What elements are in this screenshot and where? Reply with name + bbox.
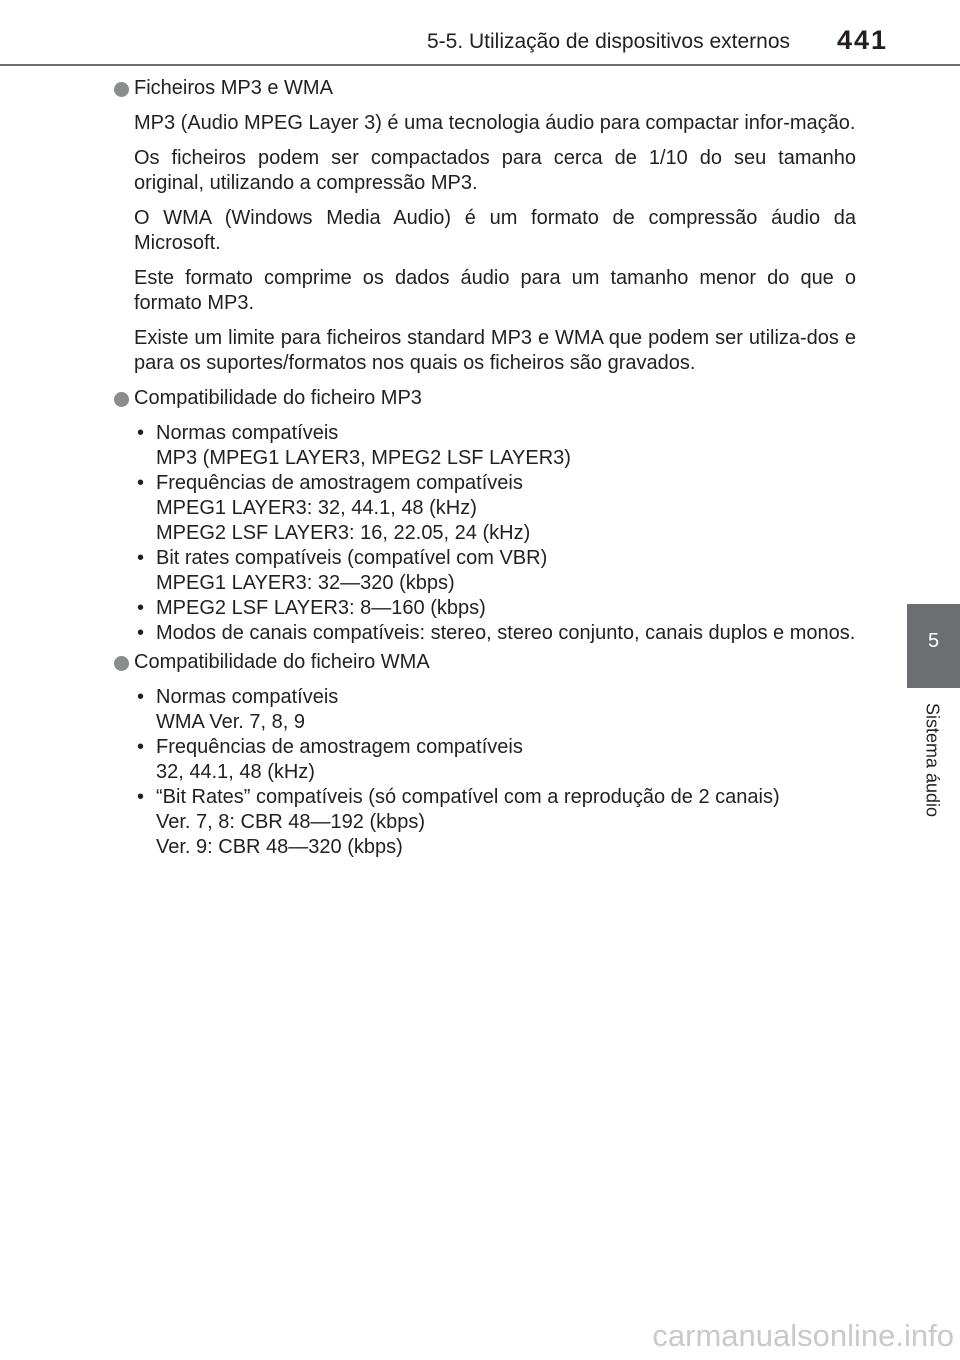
paragraph: Este formato comprime os dados áudio para um tamanho menor do que o formato MP3. <box>134 267 856 314</box>
list-item-detail: MPEG1 LAYER3: 32, 44.1, 48 (kHz) <box>156 497 477 519</box>
bullet-circle-icon <box>114 82 129 97</box>
list-item <box>134 421 856 471</box>
list-item-title: MPEG2 LSF LAYER3: 8—160 (kbps) <box>156 597 486 619</box>
list-item-detail: MPEG2 LSF LAYER3: 16, 22.05, 24 (kHz) <box>156 522 531 544</box>
paragraph: O WMA (Windows Media Audio) é um formato de compressão áudio da Microsoft. <box>134 207 856 254</box>
list-item <box>134 785 856 860</box>
chapter-tab <box>907 604 960 688</box>
list-bullet: • <box>137 472 145 494</box>
section-heading-text: Compatibilidade do ficheiro MP3 <box>134 387 422 409</box>
list-item-title: “Bit Rates” compatíveis (só compatível com a reprodução de 2 canais) <box>156 786 780 808</box>
list-bullet: • <box>137 622 145 644</box>
list-item-detail: Ver. 7, 8: CBR 48—192 (kbps) <box>156 811 426 833</box>
bullet-circle-icon <box>114 392 129 407</box>
list-item-title: Bit rates compatíveis (compatível com VBR) <box>156 547 548 569</box>
list-bullet: • <box>137 686 145 708</box>
list-item <box>134 621 856 646</box>
site-watermark: carmanualsonline.info <box>652 1318 954 1353</box>
header-divider <box>0 64 960 66</box>
list-item-title: Normas compatíveis <box>156 686 339 708</box>
list-item <box>134 735 856 785</box>
list-bullet: • <box>137 786 145 808</box>
paragraph: Existe um limite para ficheiros standard MP3 e WMA que podem ser utiliza-dos e para os suportes/formatos nos quais os ficheiros são gravados. <box>134 327 856 374</box>
spec-list <box>134 685 856 860</box>
list-item-detail: Ver. 9: CBR 48—320 (kbps) <box>156 836 403 858</box>
paragraph: Os ficheiros podem ser compactados para cerca de 1/10 do seu tamanho original, utilizando a compressão MP3. <box>134 147 856 194</box>
chapter-title: 5-5. Utilização de dispositivos externos <box>426 30 790 53</box>
list-item <box>134 596 856 621</box>
section-wma-compat <box>114 650 856 860</box>
list-item <box>134 471 856 546</box>
section-mp3-wma <box>114 76 856 376</box>
list-item-detail: 32, 44.1, 48 (kHz) <box>156 761 315 783</box>
list-bullet: • <box>137 736 145 758</box>
section-heading-text: Compatibilidade do ficheiro WMA <box>134 651 430 673</box>
list-item <box>134 685 856 735</box>
page-header <box>0 0 960 66</box>
section-heading-text: Ficheiros MP3 e WMA <box>134 77 333 99</box>
page-content <box>114 76 856 864</box>
bullet-circle-icon <box>114 656 129 671</box>
page-number: 441 <box>836 25 888 55</box>
section-heading <box>114 650 856 675</box>
list-item-detail: MP3 (MPEG1 LAYER3, MPEG2 LSF LAYER3) <box>156 447 571 469</box>
list-bullet: • <box>137 597 145 619</box>
chapter-tab-number: 5 <box>927 630 940 652</box>
list-item-title: Modos de canais compatíveis: stereo, stereo conjunto, canais duplos e monos. <box>156 622 856 644</box>
list-item-title: Frequências de amostragem compatíveis <box>156 472 523 494</box>
chapter-tab-label: Sistema áudio <box>922 702 943 818</box>
spec-list <box>134 421 856 646</box>
section-heading <box>114 76 856 101</box>
list-item-detail: MPEG1 LAYER3: 32—320 (kbps) <box>156 572 455 594</box>
section-mp3-compat <box>114 386 856 646</box>
list-item-detail: WMA Ver. 7, 8, 9 <box>156 711 305 733</box>
paragraph: MP3 (Audio MPEG Layer 3) é uma tecnologia áudio para compactar infor-mação. <box>134 112 856 134</box>
list-item-title: Normas compatíveis <box>156 422 339 444</box>
list-bullet: • <box>137 547 145 569</box>
list-bullet: • <box>137 422 145 444</box>
list-item-title: Frequências de amostragem compatíveis <box>156 736 523 758</box>
list-item <box>134 546 856 596</box>
section-heading <box>114 386 856 411</box>
